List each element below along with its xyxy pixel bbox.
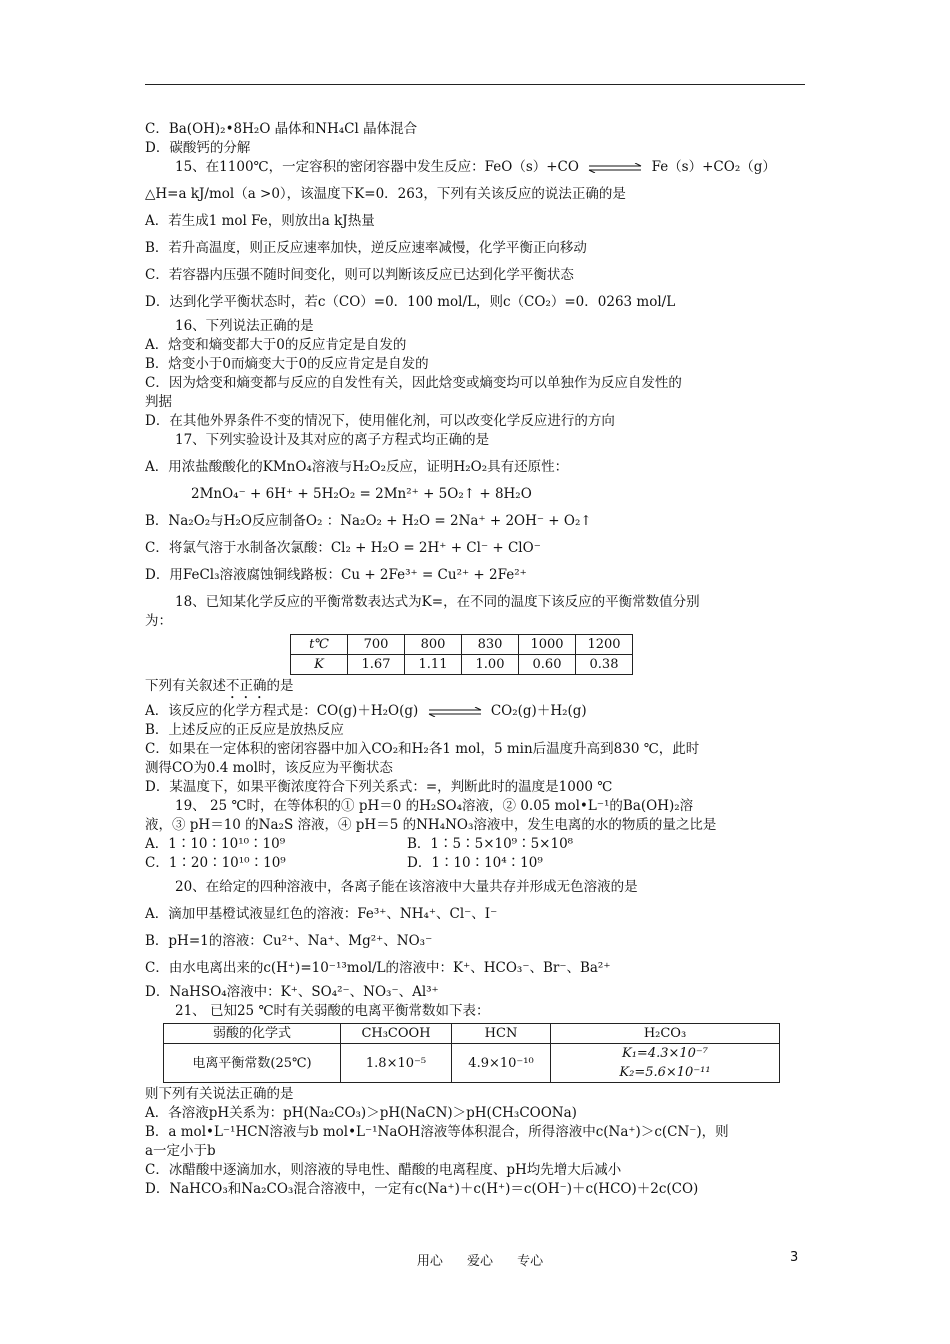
q17-option-a-equation: 2MnO₄⁻ + 6H⁺ + 5H₂O₂ = 2Mn²⁺ + 5O₂↑ + 8H₂O bbox=[191, 486, 532, 502]
q20-stem: 20、在给定的四种溶液中，各离子能在该溶液中大量共存并形成无色溶液的是 bbox=[175, 879, 638, 895]
q15-stem-part1: 15、在1100℃，一定容积的密闭容器中发生反应：FeO（s）+CO bbox=[175, 159, 579, 175]
q15-option-c: C．若容器内压强不随时间变化，则可以判断该反应已达到化学平衡状态 bbox=[145, 267, 574, 283]
table-cell: 0.60 bbox=[519, 655, 576, 675]
q18-stem-line2: 为： bbox=[145, 613, 172, 629]
q19-stem-line1: 19、 25 ℃时，在等体积的① pH＝0 的H₂SO₄溶液，② 0.05 mol•L⁻¹的Ba(OH)₂溶 bbox=[175, 798, 694, 814]
q14-option-c: C．Ba(OH)₂•8H₂O 晶体和NH₄Cl 晶体混合 bbox=[145, 121, 418, 137]
q18-option-a-right: CO₂(g)＋H₂(g) bbox=[490, 703, 587, 719]
table-cell: 1.00 bbox=[462, 655, 519, 675]
q17-option-d: D．用FeCl₃溶液腐蚀铜线路板：Cu + 2Fe³⁺ = Cu²⁺ + 2Fe²⁺ bbox=[145, 567, 527, 583]
q17-stem: 17、下列实验设计及其对应的离子方程式均正确的是 bbox=[175, 432, 490, 448]
table-cell: 1200 bbox=[576, 635, 633, 655]
q17-option-a: A．用浓盐酸酸化的KMnO₄溶液与H₂O₂反应，证明H₂O₂具有还原性： bbox=[145, 459, 569, 475]
q18-ask bbox=[145, 677, 807, 702]
table-cell-k1: K₁=4.3×10⁻⁷ bbox=[622, 1046, 708, 1061]
q18-constant-table bbox=[290, 634, 633, 675]
q16-option-c-line2: 判据 bbox=[145, 394, 172, 410]
table-row bbox=[164, 1044, 780, 1083]
q20-option-a: A．滴加甲基橙试液显红色的溶液：Fe³⁺、NH₄⁺、Cl⁻、I⁻ bbox=[145, 906, 498, 922]
q15-stem-line1 bbox=[145, 158, 807, 177]
q20-option-b: B．pH=1的溶液：Cu²⁺、Na⁺、Mg²⁺、NO₃⁻ bbox=[145, 933, 433, 949]
q18-option-a bbox=[145, 702, 807, 721]
q14-option-d: D．碳酸钙的分解 bbox=[145, 140, 251, 156]
q21-ask: 则下列有关说法正确的是 bbox=[145, 1086, 294, 1102]
table-cell-k2: K₂=5.6×10⁻¹¹ bbox=[619, 1065, 711, 1080]
page-footer bbox=[0, 1250, 950, 1268]
q18-ask-suffix: 的是 bbox=[266, 678, 294, 694]
q21-option-b-line2: a一定小于b bbox=[145, 1143, 216, 1159]
q15-stem-part2: Fe（s）+CO₂（g） bbox=[651, 159, 776, 175]
footer-motto: 用心 爱心 专心 bbox=[416, 1254, 544, 1269]
q19-option-d: D．1∶10∶10⁴∶10⁹ bbox=[407, 855, 543, 871]
q20-option-c: C．由水电离出来的c(H⁺)=10⁻¹³mol/L的溶液中：K⁺、HCO₃⁻、Br⁻、Ba²⁺ bbox=[145, 960, 611, 976]
q18-option-c-line2: 测得CO为0.4 mol时，该反应为平衡状态 bbox=[145, 760, 393, 776]
q18-option-d: D．某温度下，如果平衡浓度符合下列关系式：=，判断此时的温度是1000 ℃ bbox=[145, 779, 613, 795]
page-content bbox=[145, 120, 807, 1199]
q19-option-c: C．1∶20∶10¹⁰∶10⁹ bbox=[145, 855, 286, 871]
q16-option-a: A．焓变和熵变都大于0的反应肯定是自发的 bbox=[145, 337, 407, 353]
q21-stem: 21、 已知25 ℃时有关弱酸的电离平衡常数如下表： bbox=[175, 1003, 490, 1019]
table-header-hcn: HCN bbox=[452, 1024, 551, 1044]
q19-option-a: A．1∶10∶10¹⁰∶10⁹ bbox=[145, 836, 286, 852]
table-row bbox=[164, 1024, 780, 1044]
table-header-formula: 弱酸的化学式 bbox=[164, 1024, 341, 1044]
q18-stem-line1: 18、已知某化学反应的平衡常数表达式为K=，在不同的温度下该反应的平衡常数值分别 bbox=[175, 594, 700, 610]
q15-option-b: B．若升高温度，则正反应速率加快，逆反应速率减慢，化学平衡正向移动 bbox=[145, 240, 587, 256]
q16-option-c-line1: C．因为焓变和熵变都与反应的自发性有关，因此焓变或熵变均可以单独作为反应自发性的 bbox=[145, 375, 682, 391]
page-number: 3 bbox=[790, 1250, 799, 1265]
q19-stem-line2: 液，③ pH＝10 的Na₂S 溶液，④ pH＝5 的NH₄NO₃溶液中，发生电离的水的物质的量之比是 bbox=[145, 817, 717, 833]
q18-ask-emphasis: 不正确 bbox=[226, 678, 267, 694]
table-header-acetic: CH₃COOH bbox=[341, 1024, 452, 1044]
table-cell: 4.9×10⁻¹⁰ bbox=[452, 1044, 551, 1083]
q18-option-c-line1: C．如果在一定体积的密闭容器中加入CO₂和H₂各1 mol，5 min后温度升高到830 ℃，此时 bbox=[145, 741, 700, 757]
q21-option-d: D．NaHCO₃和Na₂CO₃混合溶液中，一定有c(Na⁺)＋c(H⁺)＝c(OH⁻)＋c(HCO)＋2c(CO) bbox=[145, 1181, 699, 1197]
table-header-temperature: t℃ bbox=[291, 635, 348, 655]
table-row bbox=[291, 655, 633, 675]
q16-option-d: D．在其他外界条件不变的情况下，使用催化剂，可以改变化学反应进行的方向 bbox=[145, 413, 615, 429]
table-header-h2co3: H₂CO₃ bbox=[551, 1024, 780, 1044]
q17-option-c: C．将氯气溶于水制备次氯酸：Cl₂ + H₂O = 2H⁺ + Cl⁻ + ClO⁻ bbox=[145, 540, 541, 556]
q21-acid-table bbox=[163, 1023, 780, 1083]
header-rule bbox=[145, 84, 805, 85]
table-cell: 1000 bbox=[519, 635, 576, 655]
q18-option-a-left: A．该反应的化学方程式是：CO(g)＋H₂O(g) bbox=[145, 703, 419, 719]
equilibrium-arrow-icon bbox=[587, 163, 643, 173]
q18-ask-prefix: 下列有关叙述 bbox=[145, 678, 226, 694]
equilibrium-arrow-icon bbox=[427, 707, 483, 717]
q18-option-b: B．上述反应的正反应是放热反应 bbox=[145, 722, 344, 738]
table-cell: 830 bbox=[462, 635, 519, 655]
table-cell: 1.67 bbox=[348, 655, 405, 675]
table-cell: 700 bbox=[348, 635, 405, 655]
table-cell-h2co3 bbox=[551, 1044, 780, 1083]
q15-stem-line2: △H=a kJ/mol（a >0），该温度下K=0．263，下列有关该反应的说法正确的是 bbox=[145, 186, 626, 202]
q21-option-b-line1: B．a mol•L⁻¹HCN溶液与b mol•L⁻¹NaOH溶液等体积混合，所得溶液中c(Na⁺)＞c(CN⁻)，则 bbox=[145, 1124, 729, 1140]
table-header-k: K bbox=[291, 655, 348, 675]
q19-options-row1 bbox=[145, 835, 807, 854]
q16-option-b: B．焓变小于0而熵变大于0的反应肯定是自发的 bbox=[145, 356, 429, 372]
table-cell: 1.8×10⁻⁵ bbox=[341, 1044, 452, 1083]
table-cell: 0.38 bbox=[576, 655, 633, 675]
q15-option-d: D．达到化学平衡状态时，若c（CO）=0．100 mol/L，则c（CO₂）=0．0263 mol/L bbox=[145, 294, 676, 310]
q19-options-row2 bbox=[145, 854, 807, 873]
q21-option-c: C．冰醋酸中逐滴加水，则溶液的导电性、醋酸的电离程度、pH均先增大后减小 bbox=[145, 1162, 622, 1178]
table-cell: 1.11 bbox=[405, 655, 462, 675]
table-cell: 800 bbox=[405, 635, 462, 655]
q19-option-b: B．1∶5∶5×10⁹∶5×10⁸ bbox=[407, 836, 574, 852]
table-row bbox=[291, 635, 633, 655]
q21-option-a: A．各溶液pH关系为：pH(Na₂CO₃)＞pH(NaCN)＞pH(CH₃COONa) bbox=[145, 1105, 577, 1121]
q20-option-d: D．NaHSO₄溶液中：K⁺、SO₄²⁻、NO₃⁻、Al³⁺ bbox=[145, 984, 439, 1000]
q16-stem: 16、下列说法正确的是 bbox=[175, 318, 314, 334]
q17-option-b: B．Na₂O₂与H₂O反应制备O₂ ：Na₂O₂ + H₂O = 2Na⁺ + 2OH⁻ + O₂↑ bbox=[145, 513, 592, 529]
table-row-label: 电离平衡常数(25℃) bbox=[164, 1044, 341, 1083]
q15-option-a: A．若生成1 mol Fe，则放出a kJ热量 bbox=[145, 213, 375, 229]
